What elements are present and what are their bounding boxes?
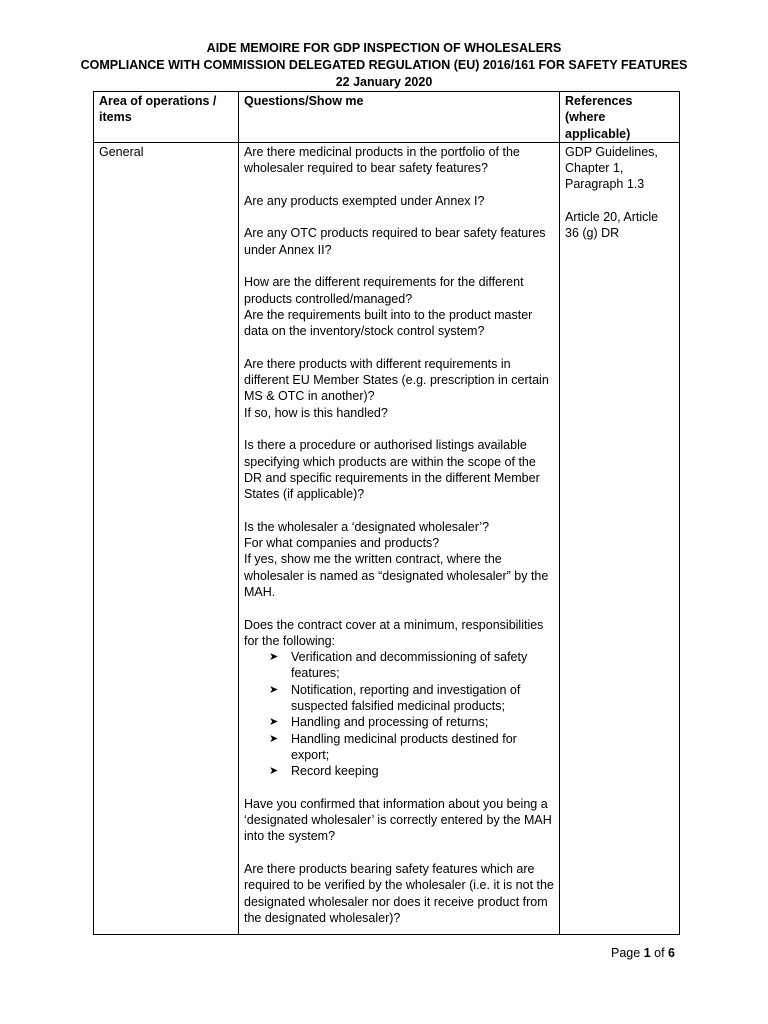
list-item: ➤ Record keeping — [269, 764, 379, 779]
arrowhead-bullet-icon: ➤ — [269, 765, 279, 778]
question-paragraph — [244, 519, 554, 600]
page-current: 1 — [643, 946, 651, 960]
reference-entry: Article 20, Article 36 (g) DR — [565, 210, 659, 241]
question-line: How are the different requirements for the different products controlled/managed? — [244, 275, 524, 306]
questions-cell — [239, 142, 560, 934]
question-paragraph: Does the contract cover at a minimum, responsibilities for the following: — [244, 617, 544, 648]
document-title: AIDE MEMOIRE FOR GDP INSPECTION OF WHOLESALERS — [206, 41, 562, 55]
question-paragraph: Are any OTC products required to bear safety features under Annex II? — [244, 226, 546, 257]
question-paragraph: Is there a procedure or authorised listings available specifying which products are within the scope of the DR and specific requirements in the different Member States (if applicable)? — [244, 438, 540, 502]
arrowhead-bullet-icon: ➤ — [269, 651, 279, 664]
page-of-label: of — [654, 946, 665, 960]
arrowhead-bullet-icon: ➤ — [269, 732, 279, 745]
list-item: ➤ Handling and processing of returns; — [269, 715, 489, 730]
page-label: Page — [611, 946, 641, 960]
question-paragraph: Have you confirmed that information about you being a ‘designated wholesaler’ is correctly entered by the MAH into the system? — [244, 796, 552, 844]
question-paragraph — [244, 356, 554, 421]
inspection-table — [93, 91, 680, 935]
list-item: ➤ Verification and decommissioning of safety features; — [269, 650, 528, 681]
arrowhead-bullet-icon: ➤ — [269, 716, 279, 729]
question-line: Are there products with different requirements in different EU Member States (e.g. prescription in certain MS & OTC in another)? — [244, 356, 549, 404]
responsibility-list — [244, 649, 554, 779]
column-header-references: References (where applicable) — [560, 92, 680, 143]
list-item: ➤ Notification, reporting and investigation of suspected falsified medicinal products; — [269, 682, 521, 713]
question-line: For what companies and products? — [244, 536, 440, 551]
question-paragraph: Are there products bearing safety features which are required to be verified by the wholesaler (i.e. it is not the designated wholesaler nor does it receive product from the designated wholesaler)? — [244, 861, 554, 925]
table-header-row — [94, 92, 680, 143]
reference-entry: GDP Guidelines, Chapter 1, Paragraph 1.3 — [565, 144, 658, 192]
page-total: 6 — [668, 946, 675, 960]
question-line: Are the requirements built into to the product master data on the inventory/stock control system? — [244, 307, 533, 339]
document-header — [0, 40, 768, 91]
question-line: If yes, show me the written contract, where the wholesaler is named as “designated wholesaler” by the MAH. — [244, 552, 549, 599]
column-header-questions: Questions/Show me — [239, 92, 560, 143]
document-date: 22 January 2020 — [335, 75, 433, 89]
question-line: If so, how is this handled? — [244, 405, 388, 420]
question-paragraph — [244, 274, 554, 339]
question-paragraph: Are any products exempted under Annex I? — [244, 193, 485, 208]
table-row — [94, 142, 680, 934]
references-cell — [560, 142, 680, 934]
area-cell: General — [94, 142, 239, 934]
document-subtitle: COMPLIANCE WITH COMMISSION DELEGATED REGULATION (EU) 2016/161 FOR SAFETY FEATURES — [80, 58, 688, 72]
arrowhead-bullet-icon: ➤ — [269, 683, 279, 696]
question-paragraph: Are there medicinal products in the portfolio of the wholesaler required to bear safety features? — [244, 144, 520, 176]
question-line: Is the wholesaler a ‘designated wholesaler’? — [244, 519, 490, 534]
page-number — [611, 946, 675, 960]
list-item: ➤ Handling medicinal products destined for export; — [269, 731, 517, 762]
column-header-area: Area of operations / items — [94, 92, 239, 143]
